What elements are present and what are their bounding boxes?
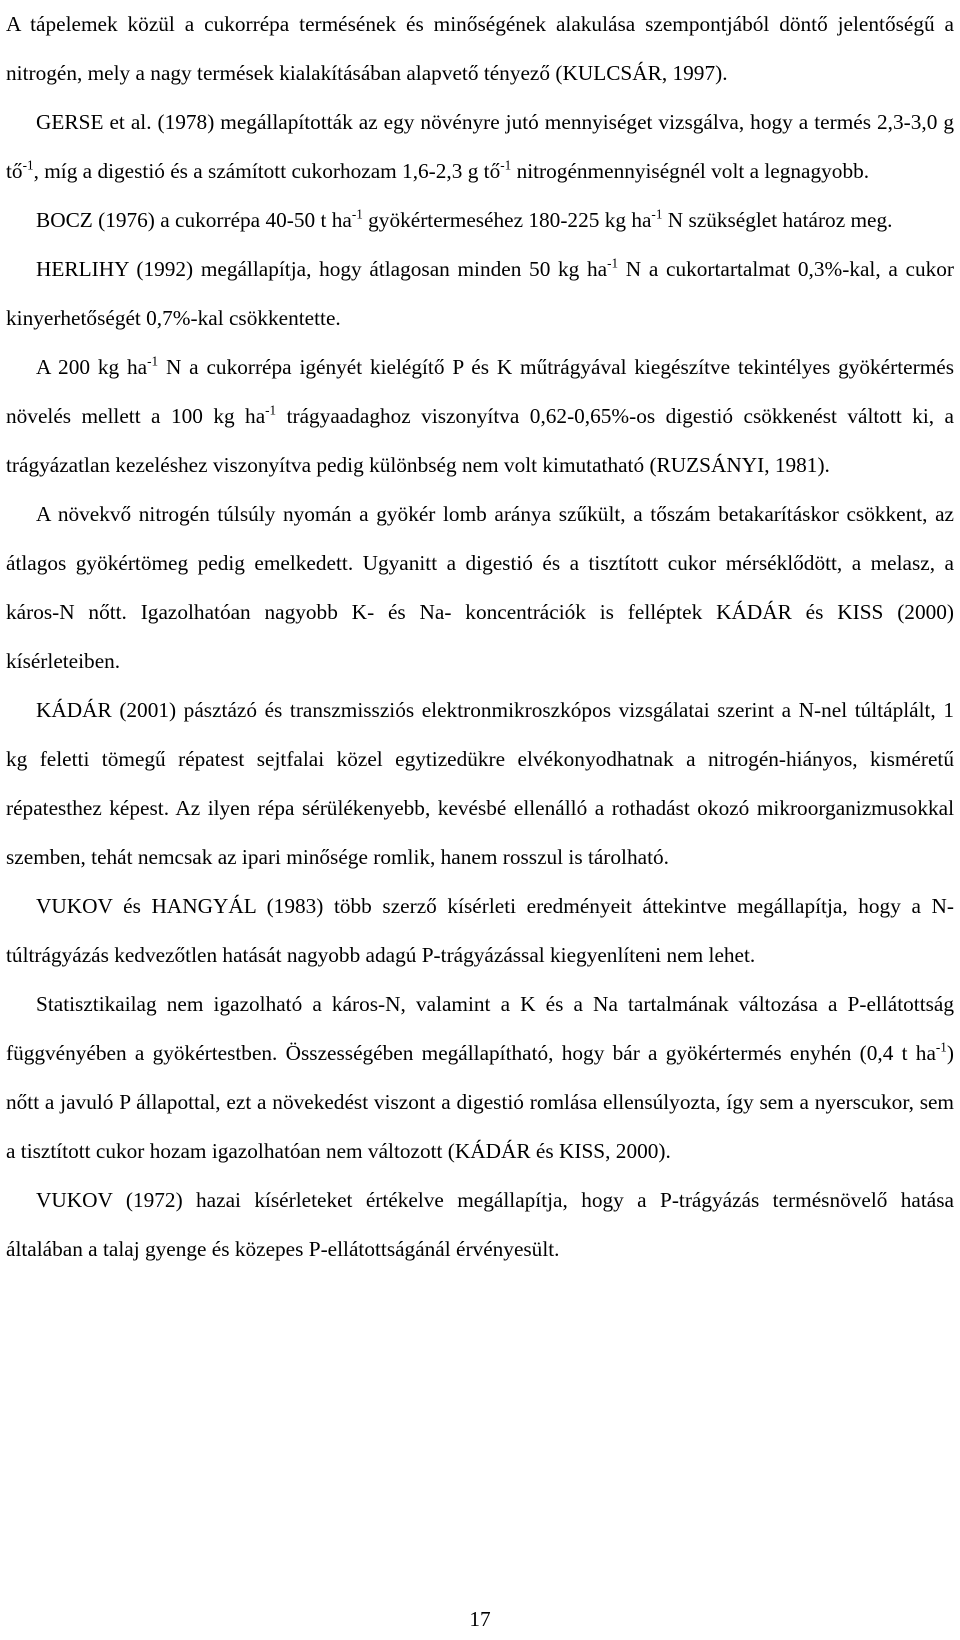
text-segment: , míg a digestió és a számított cukorhozam 1,6-2,3 g tő bbox=[33, 159, 501, 183]
text-segment: gyökértermeséhez 180-225 kg ha bbox=[362, 208, 652, 232]
paragraph-bocz bbox=[6, 196, 954, 245]
superscript-exponent: -1 bbox=[265, 402, 277, 418]
superscript-exponent: -1 bbox=[351, 206, 363, 222]
paragraph-nitrogen-importance bbox=[6, 0, 954, 98]
superscript-exponent: -1 bbox=[22, 157, 34, 173]
text-segment: N a cukortartalmat 0,3%-kal, a cukor kinyerhetőségét 0,7%-kal csökkentette. bbox=[6, 257, 954, 330]
text-segment: BOCZ (1976) a cukorrépa 40-50 t ha bbox=[36, 208, 352, 232]
text-segment: Statisztikailag nem igazolható a káros-N, valamint a K és a Na tartalmának változása a P-ellátottság függvényében a gyökértestben. Összességében megállapítható, hogy bár a gyökértermés enyhén (0,4 t ha bbox=[6, 992, 954, 1065]
text-segment: ) nőtt a javuló P állapottal, ezt a növekedést viszont a digestió romlása ellensúlyozta, így sem a nyerscukor, sem a tisztított cukor hozam igazolhatóan nem változott (KÁDÁR és KISS, 2000). bbox=[6, 1041, 954, 1163]
text-segment: N szükséglet határoz meg. bbox=[662, 208, 893, 232]
superscript-exponent: -1 bbox=[147, 353, 159, 369]
text-segment: A növekvő nitrogén túlsúly nyomán a gyökér lomb aránya szűkült, a tőszám betakarításkor csökkent, az átlagos gyökértömeg pedig emelkedett. Ugyanitt a digestió és a tisztított cukor mérséklődött, a melasz, a káros-N nőtt. Igazolhatóan nagyobb K- és Na- koncentrációk is felléptek KÁDÁR és KISS (2000) kísérleteiben. bbox=[6, 502, 954, 673]
superscript-exponent: -1 bbox=[607, 255, 619, 271]
text-segment: VUKOV és HANGYÁL (1983) több szerző kísérleti eredményeit áttekintve megállapítja, hogy a N-túltrágyázás kedvezőtlen hatását nagyobb adagú P-trágyázással kiegyenlíteni nem lehet. bbox=[6, 894, 954, 967]
text-segment: GERSE et al. (1978) megállapították az egy növényre jutó mennyiséget vizsgálva, hogy a termés 2,3-3,0 g tő bbox=[6, 110, 954, 183]
superscript-exponent: -1 bbox=[651, 206, 663, 222]
text-segment: nitrogénmennyiségnél volt a legnagyobb. bbox=[511, 159, 870, 183]
text-segment: A tápelemek közül a cukorrépa termésének és minőségének alakulása szempontjából döntő jelentőségű a nitrogén, mely a nagy termések kialakításában alapvető tényező (KULCSÁR, 1997). bbox=[6, 12, 954, 85]
text-segment: KÁDÁR (2001) pásztázó és transzmissziós elektronmikroszkópos vizsgálatai szerint a N-nel túltáplált, 1 kg feletti tömegű répatest sejtfalai közel egytizedükre elvékonyodhatnak a nitrogén-hiányos, kisméretű répatesthez képest. Az ilyen répa sérülékenyebb, kevésbé ellenálló a rothadást okozó mikroorganizmusokkal szemben, tehát nemcsak az ipari minősége romlik, hanem rosszul is tárolható. bbox=[6, 698, 954, 869]
text-segment: VUKOV (1972) hazai kísérleteket értékelve megállapítja, hogy a P-trágyázás termésnövelő hatása általában a talaj gyenge és közepes P-ellátottságánál érvényesült. bbox=[6, 1188, 954, 1261]
paragraph-vukov-1972 bbox=[6, 1176, 954, 1274]
paragraph-herlihy bbox=[6, 245, 954, 343]
text-segment: A 200 kg ha bbox=[36, 355, 148, 379]
body-text bbox=[6, 0, 954, 1274]
superscript-exponent: -1 bbox=[935, 1039, 947, 1055]
paragraph-nitrogen-excess bbox=[6, 490, 954, 686]
text-segment: HERLIHY (1992) megállapítja, hogy átlagosan minden 50 kg ha bbox=[36, 257, 608, 281]
paragraph-ruzsanyi bbox=[6, 343, 954, 490]
page-number: 17 bbox=[469, 1607, 491, 1631]
paragraph-gerse bbox=[6, 98, 954, 196]
paragraph-kadar-2001 bbox=[6, 686, 954, 882]
superscript-exponent: -1 bbox=[500, 157, 512, 173]
paragraph-statistics bbox=[6, 980, 954, 1176]
paragraph-vukov-hangyal bbox=[6, 882, 954, 980]
text-segment: N a cukorrépa igényét kielégítő P és K műtrágyával kiegészítve tekintélyes gyökértermés növelés mellett a 100 kg ha bbox=[6, 355, 954, 428]
text-segment: trágyaadaghoz viszonyítva 0,62-0,65%-os digestió csökkenést váltott ki, a trágyázatlan kezeléshez viszonyítva pedig különbség nem volt kimutatható (RUZSÁNYI, 1981). bbox=[6, 404, 954, 477]
